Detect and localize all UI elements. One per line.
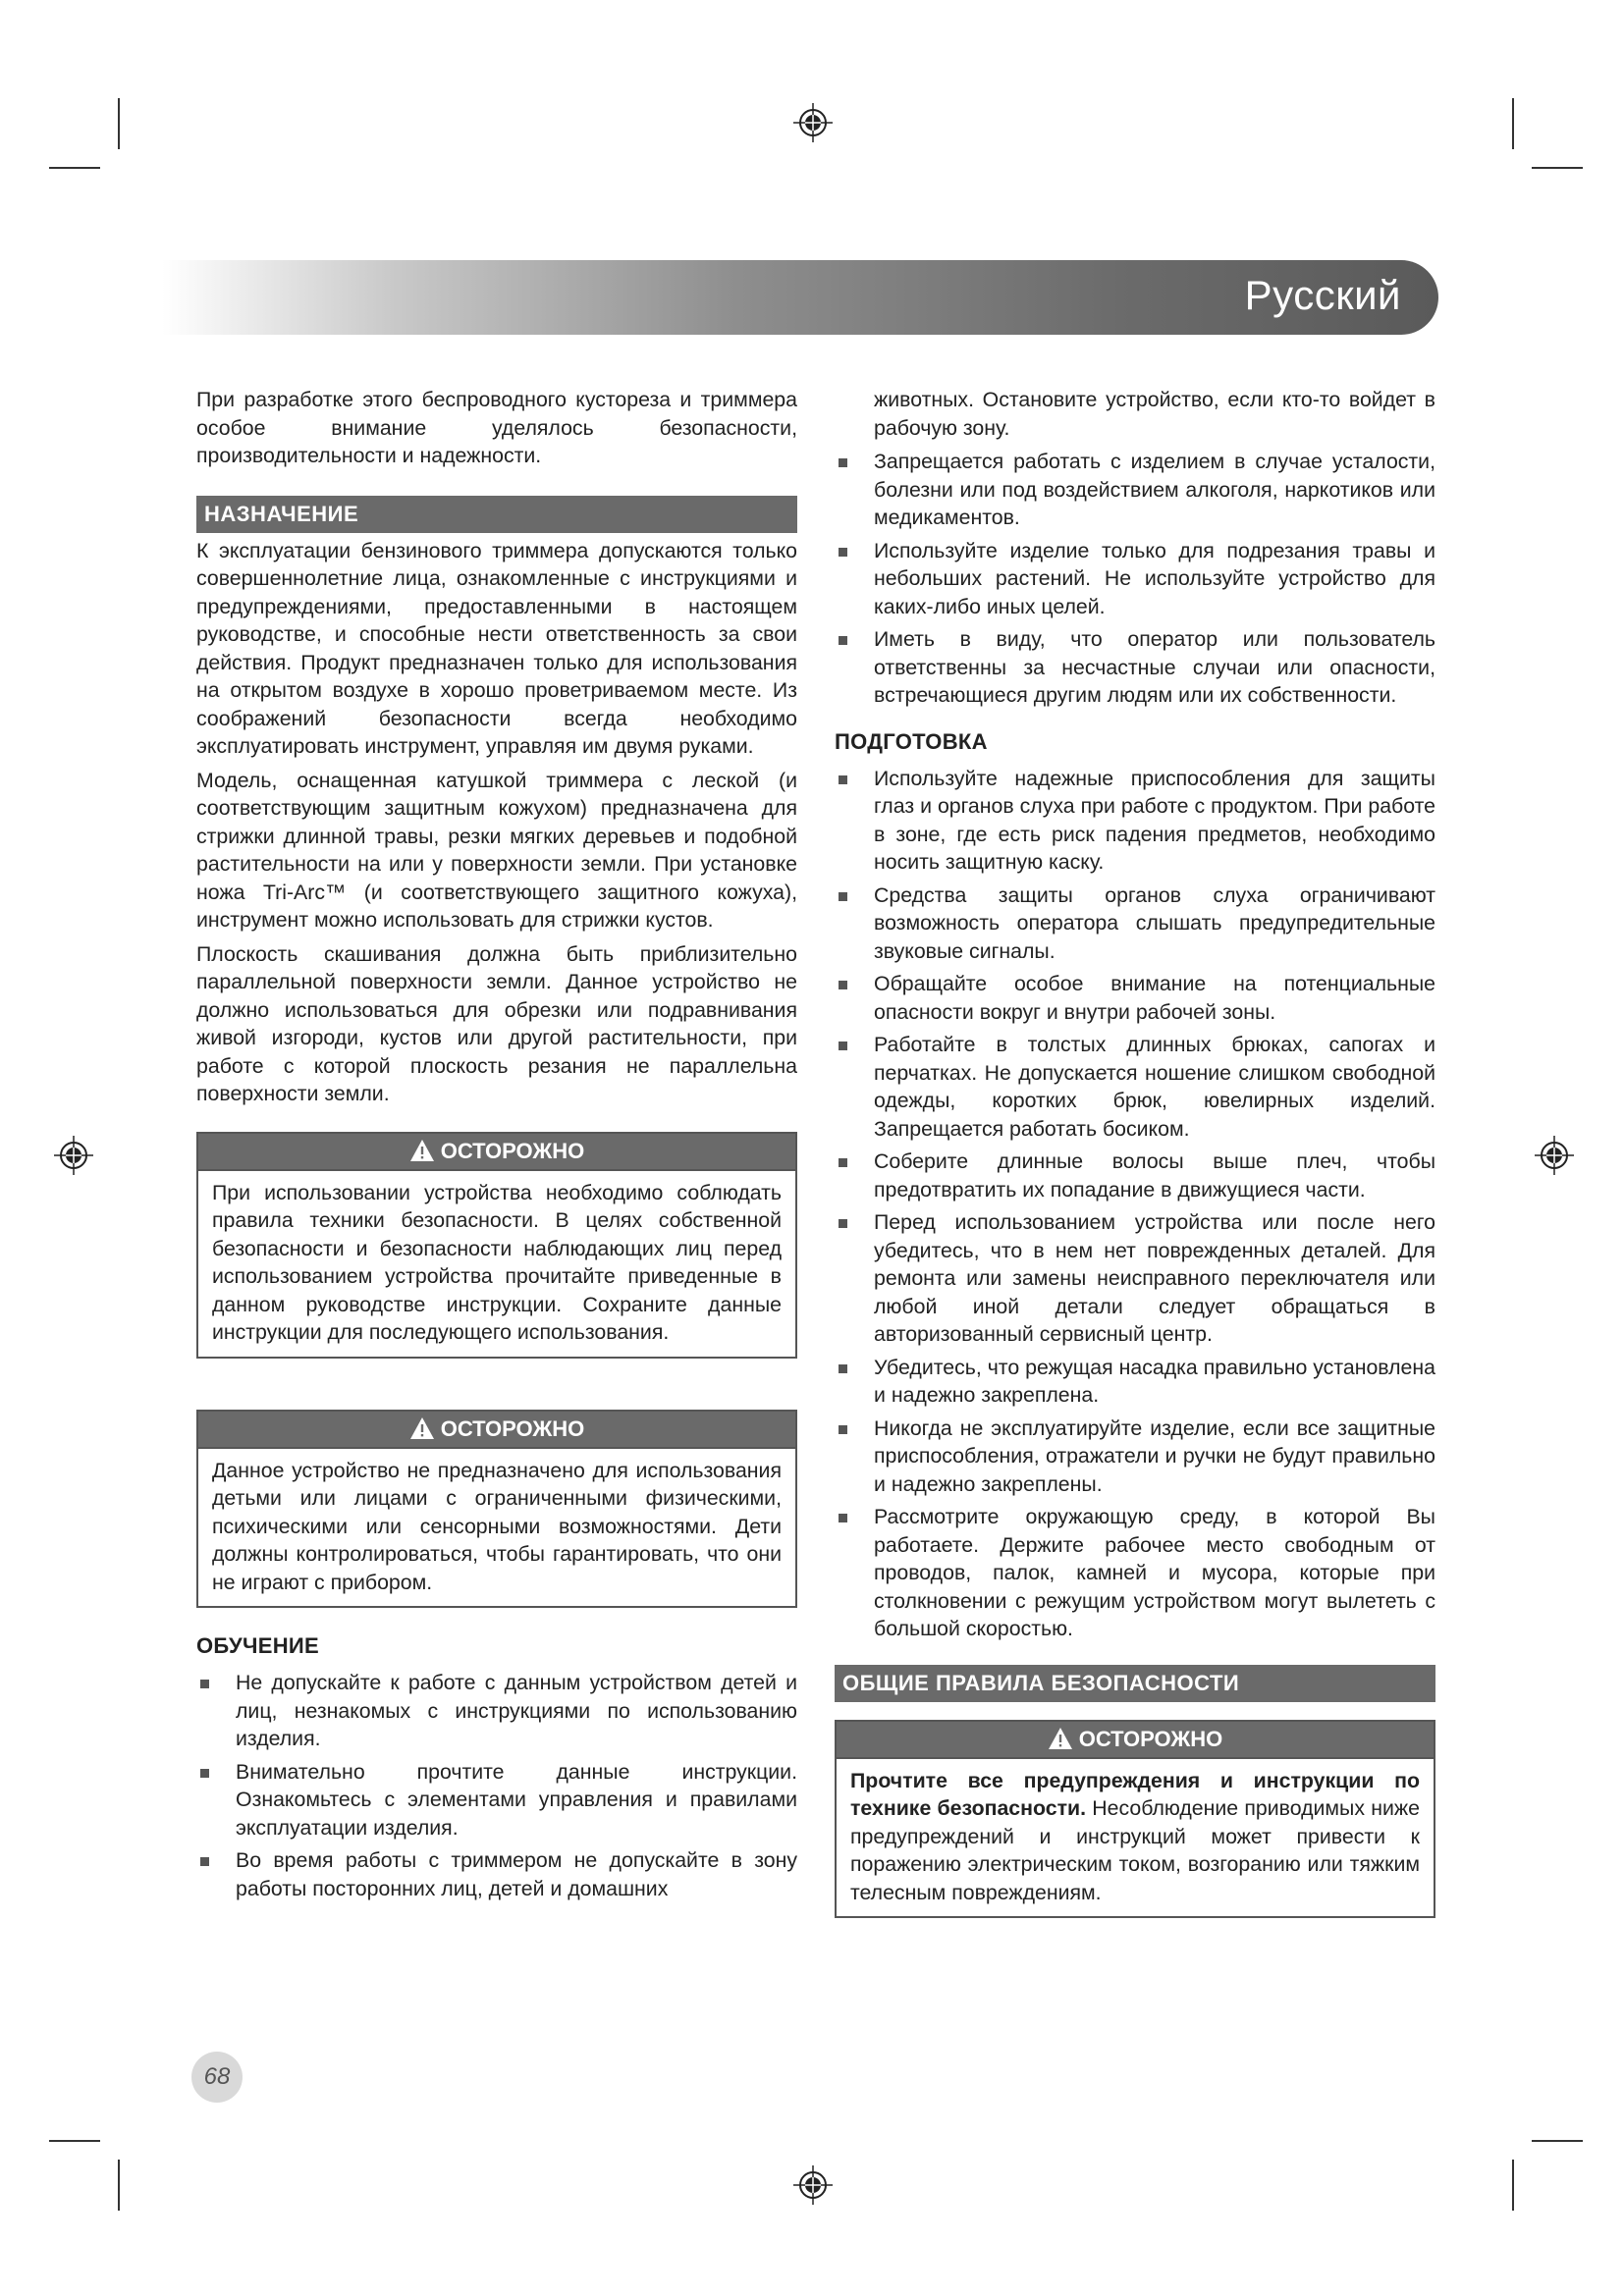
warning-regular-text: Несоблюдение приводимых ниже предупреждений и инструкций может привести к поражению электрическим током, возгоранию или тяжким телесным повреждениям. <box>850 1796 1420 1904</box>
bullet-icon <box>200 1857 209 1866</box>
section-title-preparation: ПОДГОТОВКА <box>835 728 988 754</box>
list-item: Средства защиты органов слуха ограничивают возможность оператора слышать предупредительные звуковые сигналы. <box>835 881 1435 966</box>
list-item: Рассмотрите окружающую среду, в которой Вы работаете. Держите рабочее место свободным от проводов, палок, камней и мусора, которые при столкновении с режущим устройством могут вылететь с большой скоростью. <box>835 1503 1435 1643</box>
registration-mark-icon <box>1535 1136 1574 1175</box>
bullet-icon <box>200 1769 209 1778</box>
warning-text <box>850 1767 1420 1907</box>
bullet-icon <box>839 1158 847 1167</box>
warning-text: При использовании устройства необходимо соблюдать правила техники безопасности. В целях собственной безопасности и безопасности наблюдающих лиц перед использованием устройства прочитайте приведенные в данном руководстве инструкции. Сохраните данные инструкции для последующего использования. <box>212 1180 782 1344</box>
warning-title: ОСТОРОЖНО <box>440 1415 585 1441</box>
crop-mark <box>49 167 100 169</box>
list-item: Никогда не эксплуатируйте изделие, если все защитные приспособления, отражатели и ручки не будут правильно и надежно закреплены. <box>835 1415 1435 1499</box>
warning-box <box>835 1720 1435 1919</box>
language-title: Русский <box>1244 272 1401 318</box>
registration-mark-icon <box>793 2165 833 2205</box>
crop-mark <box>1532 167 1583 169</box>
bullet-icon <box>839 1514 847 1522</box>
bullet-icon <box>839 1364 847 1373</box>
warning-text: Данное устройство не предназначено для использования детьми или лицами с ограниченными физическими, психическими или сенсорными возможностями. Дети должны контролироваться, чтобы гарантировать, что они не играют с прибором. <box>212 1458 782 1594</box>
continuation-paragraph: животных. Остановите устройство, если кто-то войдет в рабочую зону. <box>874 388 1435 440</box>
section-title-training: ОБУЧЕНИЕ <box>196 1633 319 1658</box>
left-column <box>196 386 797 1907</box>
crop-mark <box>1512 98 1514 149</box>
bullet-icon <box>839 548 847 557</box>
training-list-continued <box>835 448 1435 710</box>
bullet-icon <box>200 1680 209 1688</box>
section-title-purpose: НАЗНАЧЕНИЕ <box>196 496 797 533</box>
section-title-general-safety: ОБЩИЕ ПРАВИЛА БЕЗОПАСНОСТИ <box>835 1665 1435 1702</box>
list-item: Запрещается работать с изделием в случае усталости, болезни или под воздействием алкоголя, наркотиков или медикаментов. <box>835 448 1435 532</box>
list-item: Не допускайте к работе с данным устройством детей и лиц, незнакомых с инструкциями по использованию изделия. <box>196 1669 797 1753</box>
preparation-list <box>835 765 1435 1643</box>
warning-triangle-icon <box>409 1139 435 1162</box>
list-item: Иметь в виду, что оператор или пользователь ответственны за несчастные случаи или опасности, встречающиеся другим людям или их собственности. <box>835 625 1435 710</box>
list-item: Перед использованием устройства или после него убедитесь, что в нем нет поврежденных деталей. Для ремонта или замены неисправного переключателя или любой иной детали следует обращаться в авторизованный сервисный центр. <box>835 1208 1435 1349</box>
bullet-icon <box>839 1425 847 1434</box>
crop-mark <box>118 98 120 149</box>
page-number: 68 <box>191 2052 243 2103</box>
warning-box <box>196 1410 797 1609</box>
warning-bold-text: Прочтите все предупреждения и инструкции по технике безопасности. <box>850 1768 1420 1820</box>
language-banner <box>162 260 1438 335</box>
training-list <box>196 1669 797 1902</box>
warning-title: ОСТОРОЖНО <box>1078 1726 1223 1751</box>
crop-mark <box>1512 2160 1514 2211</box>
bullet-icon <box>839 1041 847 1050</box>
paragraph: Модель, оснащенная катушкой триммера с леской (и соответствующим защитным кожухом) предназначена для стрижки длинной травы, резки мягких деревьев и подобной растительности на или у поверхности земли. При установке ножа Tri-Arc™ (и соответствующего защитного кожуха), инструмент можно использовать для стрижки кустов. <box>196 768 797 932</box>
list-item: Используйте изделие только для подрезания травы и небольших растений. Не используйте устройство для каких-либо иных целей. <box>835 537 1435 621</box>
list-item: Убедитесь, что режущая насадка правильно установлена и надежно закреплена. <box>835 1354 1435 1410</box>
paragraph: Плоскость скашивания должна быть приблизительно параллельной поверхности земли. Данное устройство не должно использоваться для обрезки или подравнивания живой изгороди, кустов или другой растительности, при работе с которой плоскость резания не параллельна поверхности земли. <box>196 941 797 1105</box>
right-column <box>835 386 1435 1918</box>
paragraph: К эксплуатации бензинового триммера допускаются только совершеннолетние лица, ознакомленные с инструкциями и предупреждениями, предоставленными в настоящем руководстве, и способные нести ответственность за свои действия. Продукт предназначен только для использования на открытом воздухе в хорошо проветриваемом месте. Из соображений безопасности всегда необходимо эксплуатировать инструмент, управляя им двумя руками. <box>196 538 797 758</box>
list-item: Внимательно прочтите данные инструкции. Ознакомьтесь с элементами управления и правилами эксплуатации изделия. <box>196 1758 797 1842</box>
crop-mark <box>1532 2140 1583 2142</box>
warning-title: ОСТОРОЖНО <box>440 1138 585 1163</box>
crop-mark <box>118 2160 120 2211</box>
bullet-icon <box>839 636 847 645</box>
registration-mark-icon <box>54 1136 93 1175</box>
warning-header <box>198 1134 795 1171</box>
warning-triangle-icon <box>1048 1727 1073 1750</box>
warning-triangle-icon <box>409 1416 435 1440</box>
warning-header <box>837 1722 1434 1759</box>
bullet-icon <box>839 1219 847 1228</box>
warning-box <box>196 1132 797 1359</box>
bullet-icon <box>839 892 847 901</box>
list-item: Обращайте особое внимание на потенциальные опасности вокруг и внутри рабочей зоны. <box>835 970 1435 1026</box>
bullet-icon <box>839 981 847 989</box>
list-item: Соберите длинные волосы выше плеч, чтобы предотвратить их попадание в движущиеся части. <box>835 1148 1435 1203</box>
list-item: Используйте надежные приспособления для защиты глаз и органов слуха при работе с продуктом. При работе в зоне, где есть риск падения предметов, необходимо носить защитную каску. <box>835 765 1435 877</box>
list-item: Работайте в толстых длинных брюках, сапогах и перчатках. Не допускается ношение слишком свободной одежды, коротких брюк, ювелирных изделий. Запрещается работать босиком. <box>835 1031 1435 1143</box>
registration-mark-icon <box>793 103 833 142</box>
list-item: Во время работы с триммером не допускайте в зону работы посторонних лиц, детей и домашних <box>196 1846 797 1902</box>
crop-mark <box>49 2140 100 2142</box>
warning-header <box>198 1412 795 1449</box>
intro-paragraph: При разработке этого беспроводного кустореза и триммера особое внимание уделялось безопасности, производительности и надежности. <box>196 388 797 467</box>
bullet-icon <box>839 458 847 467</box>
bullet-icon <box>839 775 847 784</box>
